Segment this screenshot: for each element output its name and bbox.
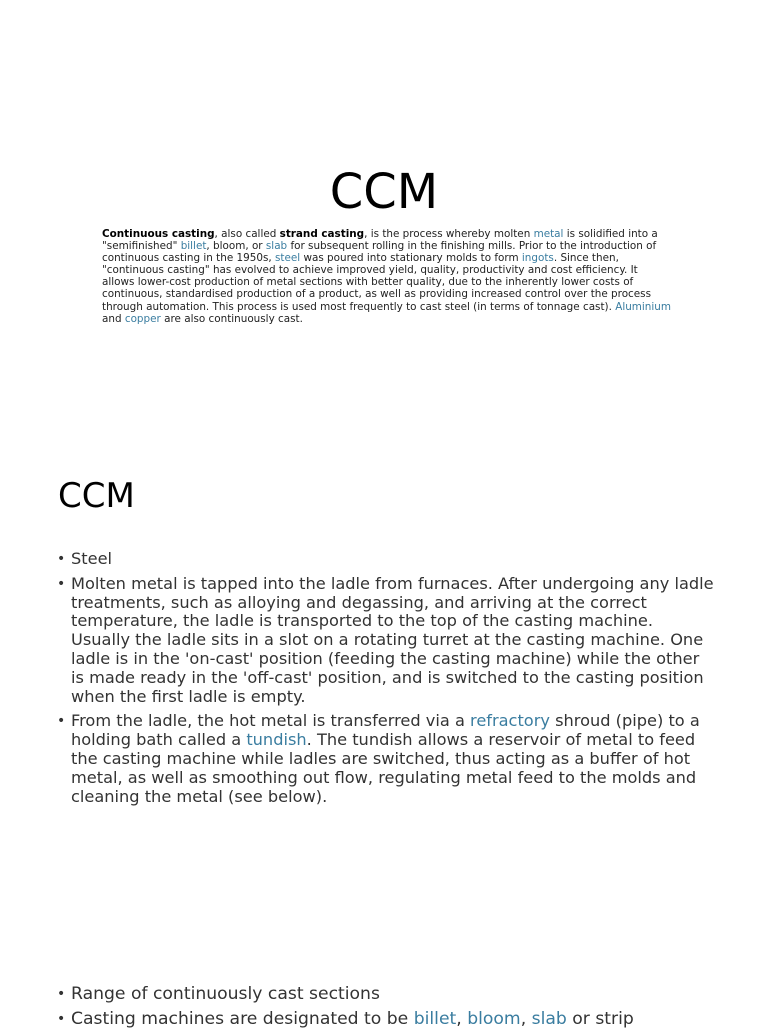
text-run: From the ladle, the hot metal is transferred via a [71,711,471,731]
text-run: , bloom, or [206,240,266,253]
text-run: . The tundish allows a reservoir of metal to feed the casting machine while ladles are switched, thus acting as a buffer of hot metal, as well as smoothing out flow, regulating metal feed to the molds and cleaning the metal (see below). [71,730,697,806]
text-run: for subsequent rolling in the finishing mills. Prior to the introduction of continuous casting in the 1950s, [102,240,657,265]
text-run: Steel [71,549,113,568]
text-run: Molten metal is tapped into the ladle from furnaces. After undergoing any ladle treatments, such as alloying and degassing, and arriving at the correct temperature, the ladle is transported to the top of the casting machine. Usually the ladle sits in a slot on a rotating turret at the casting machine. One ladle is in the 'on-cast' position (feeding the casting machine) while the other is made ready in the 'off-cast' position, and is switched to the casting position when the first ladle is empty. [71,573,714,706]
text-link[interactable]: refractory [470,711,550,731]
bullet-icon: • [57,713,66,730]
bullet-item [57,550,717,569]
text-run: , [520,1009,532,1029]
text-link[interactable]: bloom [467,1009,521,1029]
slide-heading: CCM [58,476,135,516]
bullet-icon: • [57,575,66,592]
text-link[interactable]: tundish [246,730,307,750]
text-link[interactable]: slab [531,1009,567,1029]
text-link[interactable]: steel [274,252,301,265]
text-run: is solidified into a "semifinished" [102,228,658,253]
bullet-icon: • [57,551,66,567]
text-link[interactable]: billet [413,1009,457,1029]
text-link[interactable]: ingots [521,252,554,265]
text-link[interactable]: metal [533,228,564,240]
text-run: Casting machines are designated to be [71,1009,414,1029]
text-run: or strip [566,1009,634,1029]
slide-title: CCM [329,164,439,220]
text-run: are also continuously cast. [160,312,303,325]
text-link[interactable]: billet [180,240,207,253]
text-run: , [456,1009,468,1029]
text-run: , is the process whereby molten [364,228,534,240]
text-run: Range of continuously cast sections [71,984,380,1004]
bold-term: strand casting [279,228,365,240]
text-link[interactable]: slab [265,240,288,253]
text-link[interactable]: Aluminium [615,300,671,313]
intro-paragraph [102,228,672,325]
bullet-icon: • [57,1011,66,1027]
text-run: shroud (pipe) to a holding bath called a [71,711,700,750]
bullet-list [57,984,717,1034]
bullet-list [57,550,717,812]
bullet-item [57,984,717,1004]
text-run: was poured into stationary molds to form [300,252,522,265]
bullet-icon: • [57,986,66,1002]
text-run: . Since then, "continuous casting" has evolved to achieve improved yield, quality, productivity and cost efficiency. It allows lower-cost production of metal sections with better quality, due to the inherently lower costs of continuous, standardised production of a product, as well as providing increased control over the process through automation. This process is used most frequently to cast steel (in terms of tonnage cast). [102,252,651,313]
bullet-item [57,712,717,806]
text-run: , also called [214,228,280,240]
text-run: and [102,312,125,325]
bullet-item [57,575,717,707]
bold-term: Continuous casting [102,228,215,240]
text-link[interactable]: copper [124,312,161,325]
bullet-item [57,1009,717,1029]
